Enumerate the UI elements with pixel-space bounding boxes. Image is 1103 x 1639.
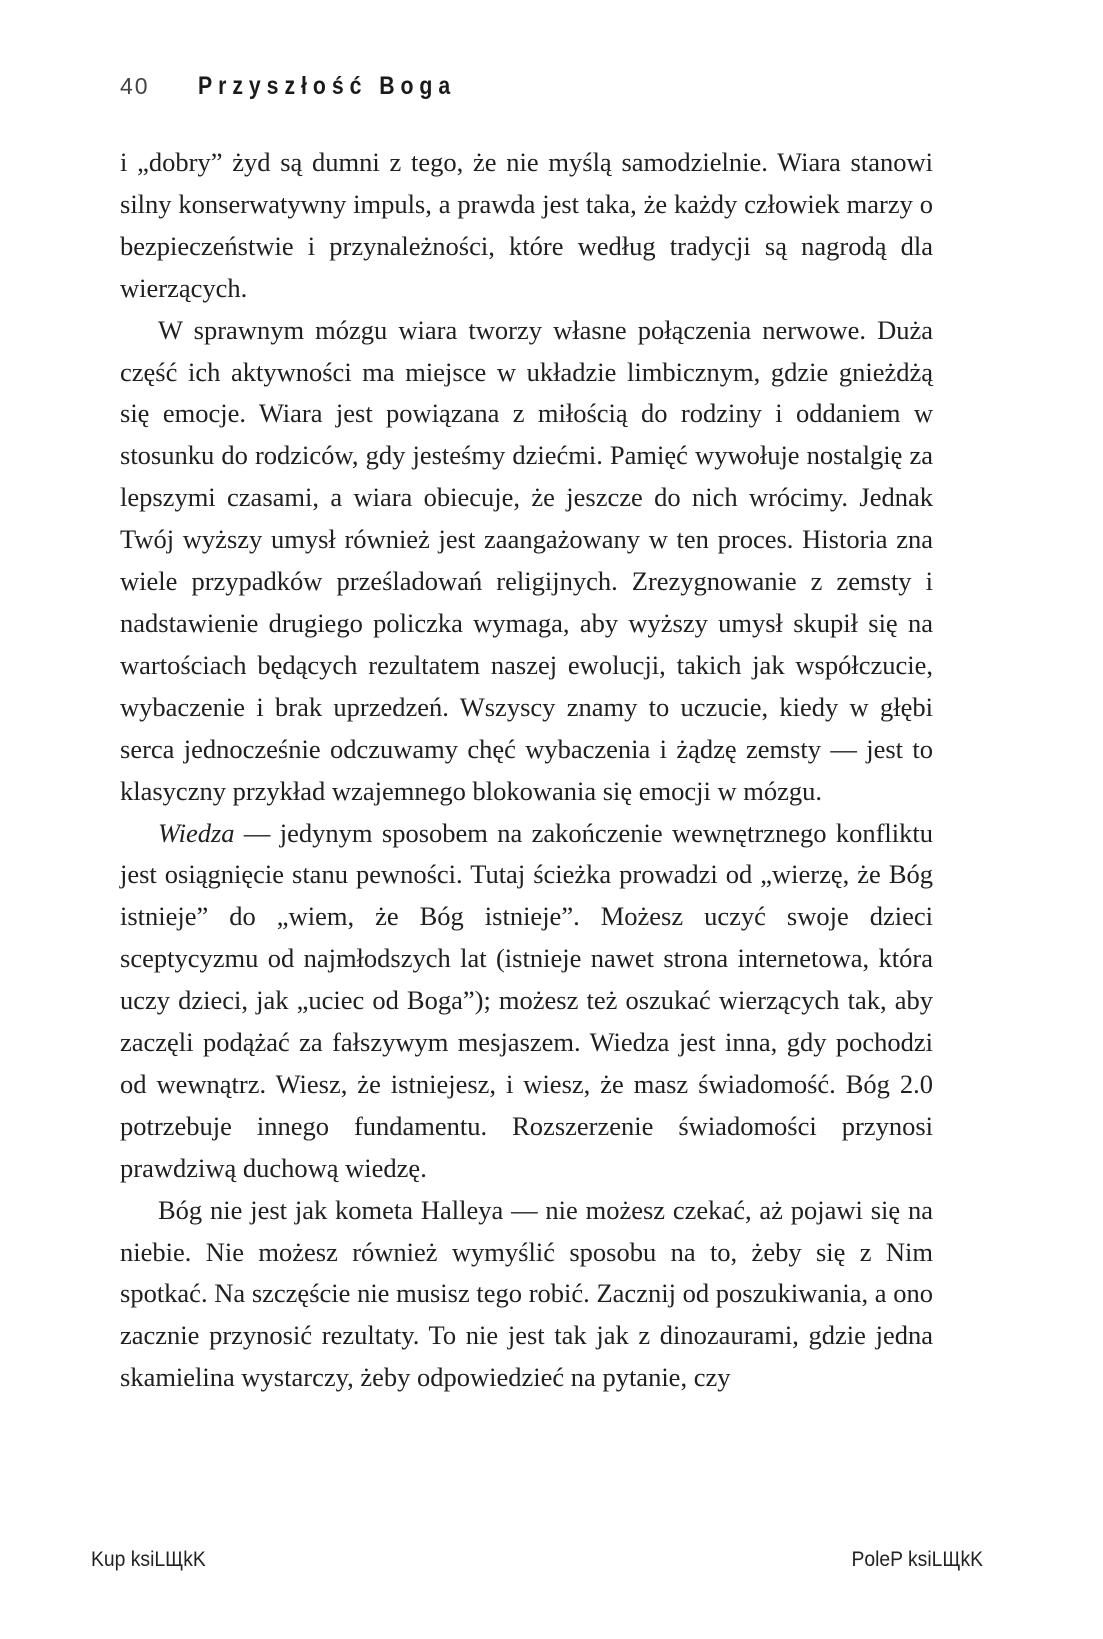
page-number: 40 — [120, 73, 150, 99]
body-text — [120, 142, 933, 1399]
running-title: Przyszłość Boga — [197, 72, 456, 100]
paragraph-4: Bóg nie jest jak kometa Halleya — nie możesz czekać, aż pojawi się na niebie. Nie możesz również wymyślić sposobu na to, żeby się z Nim spotkać. Na szczęście nie musisz tego robić. Zacznij od poszukiwania, a ono zacznie przynosić rezultaty. To nie jest tak jak z dinozaurami, gdzie jedna skamielina wystarczy, żeby odpowiedzieć na pytanie, czy — [120, 1194, 933, 1393]
page-header — [120, 72, 501, 101]
paragraph-2: W sprawnym mózgu wiara tworzy własne połączenia nerwowe. Duża część ich aktywności ma miejsce w układzie limbicznym, gdzie gnieżdżą się emocje. Wiara jest powiązana z miłością do rodziny i oddaniem w stosunku do rodziców, gdy jesteśmy dziećmi. Pamięć wywołuje nostalgię za lepszymi czasami, a wiara obiecuje, że jeszcze do nich wrócimy. Jednak Twój wyższy umysł również jest zaangażowany w ten proces. Historia zna wiele przypadków prześladowań religijnych. Zrezygnowanie z zemsty i nadstawienie drugiego policzka wymaga, aby wyższy umysł skupił się na wartościach będących rezultatem naszej ewolucji, takich jak współczucie, wybaczenie i brak uprzedzeń. Wszyscy znamy to uczucie, kiedy w głębi serca jednocześnie odczuwamy chęć wybaczenia i żądzę zemsty — jest to klasyczny przykład wzajemnego blokowania się emocji w mózgu. — [120, 314, 933, 806]
buy-book-link[interactable]: Kup ksiLЩkK — [91, 1548, 206, 1571]
paragraph-1: i „dobry” żyd są dumni z tego, że nie myślą samodzielnie. Wiara stanowi silny konserwatywny impuls, a prawda jest taka, że każdy człowiek marzy o bezpieczeństwie i przynależności, które według tradycji są nagrodą dla wierzących. — [120, 147, 933, 303]
paragraph-3-italic-lead: Wiedza — [158, 817, 235, 848]
paragraph-3 — [120, 813, 933, 1190]
recommend-book-link[interactable]: PoleP ksiLЩkK — [851, 1548, 983, 1571]
paragraph-3-text: — jedynym sposobem na zakończenie wewnętrznego konfliktu jest osiągnięcie stanu pewności. Tutaj ścieżka prowadzi od „wierzę, że Bóg istnieje” do „wiem, że Bóg istnieje”. Możesz uczyć swoje dzieci sceptycyzmu od najmłodszych lat (istnieje nawet strona internetowa, która uczy dzieci, jak „uciec od Boga”); możesz też oszukać wierzących tak, aby zaczęli podążać za fałszywym mesjaszem. Wiedza jest inna, gdy pochodzi od wewnątrz. Wiesz, że istniejesz, i wiesz, że masz świadomość. Bóg 2.0 potrzebuje innego fundamentu. Rozszerzenie świadomości przynosi prawdziwą duchową wiedzę. — [120, 817, 933, 1183]
